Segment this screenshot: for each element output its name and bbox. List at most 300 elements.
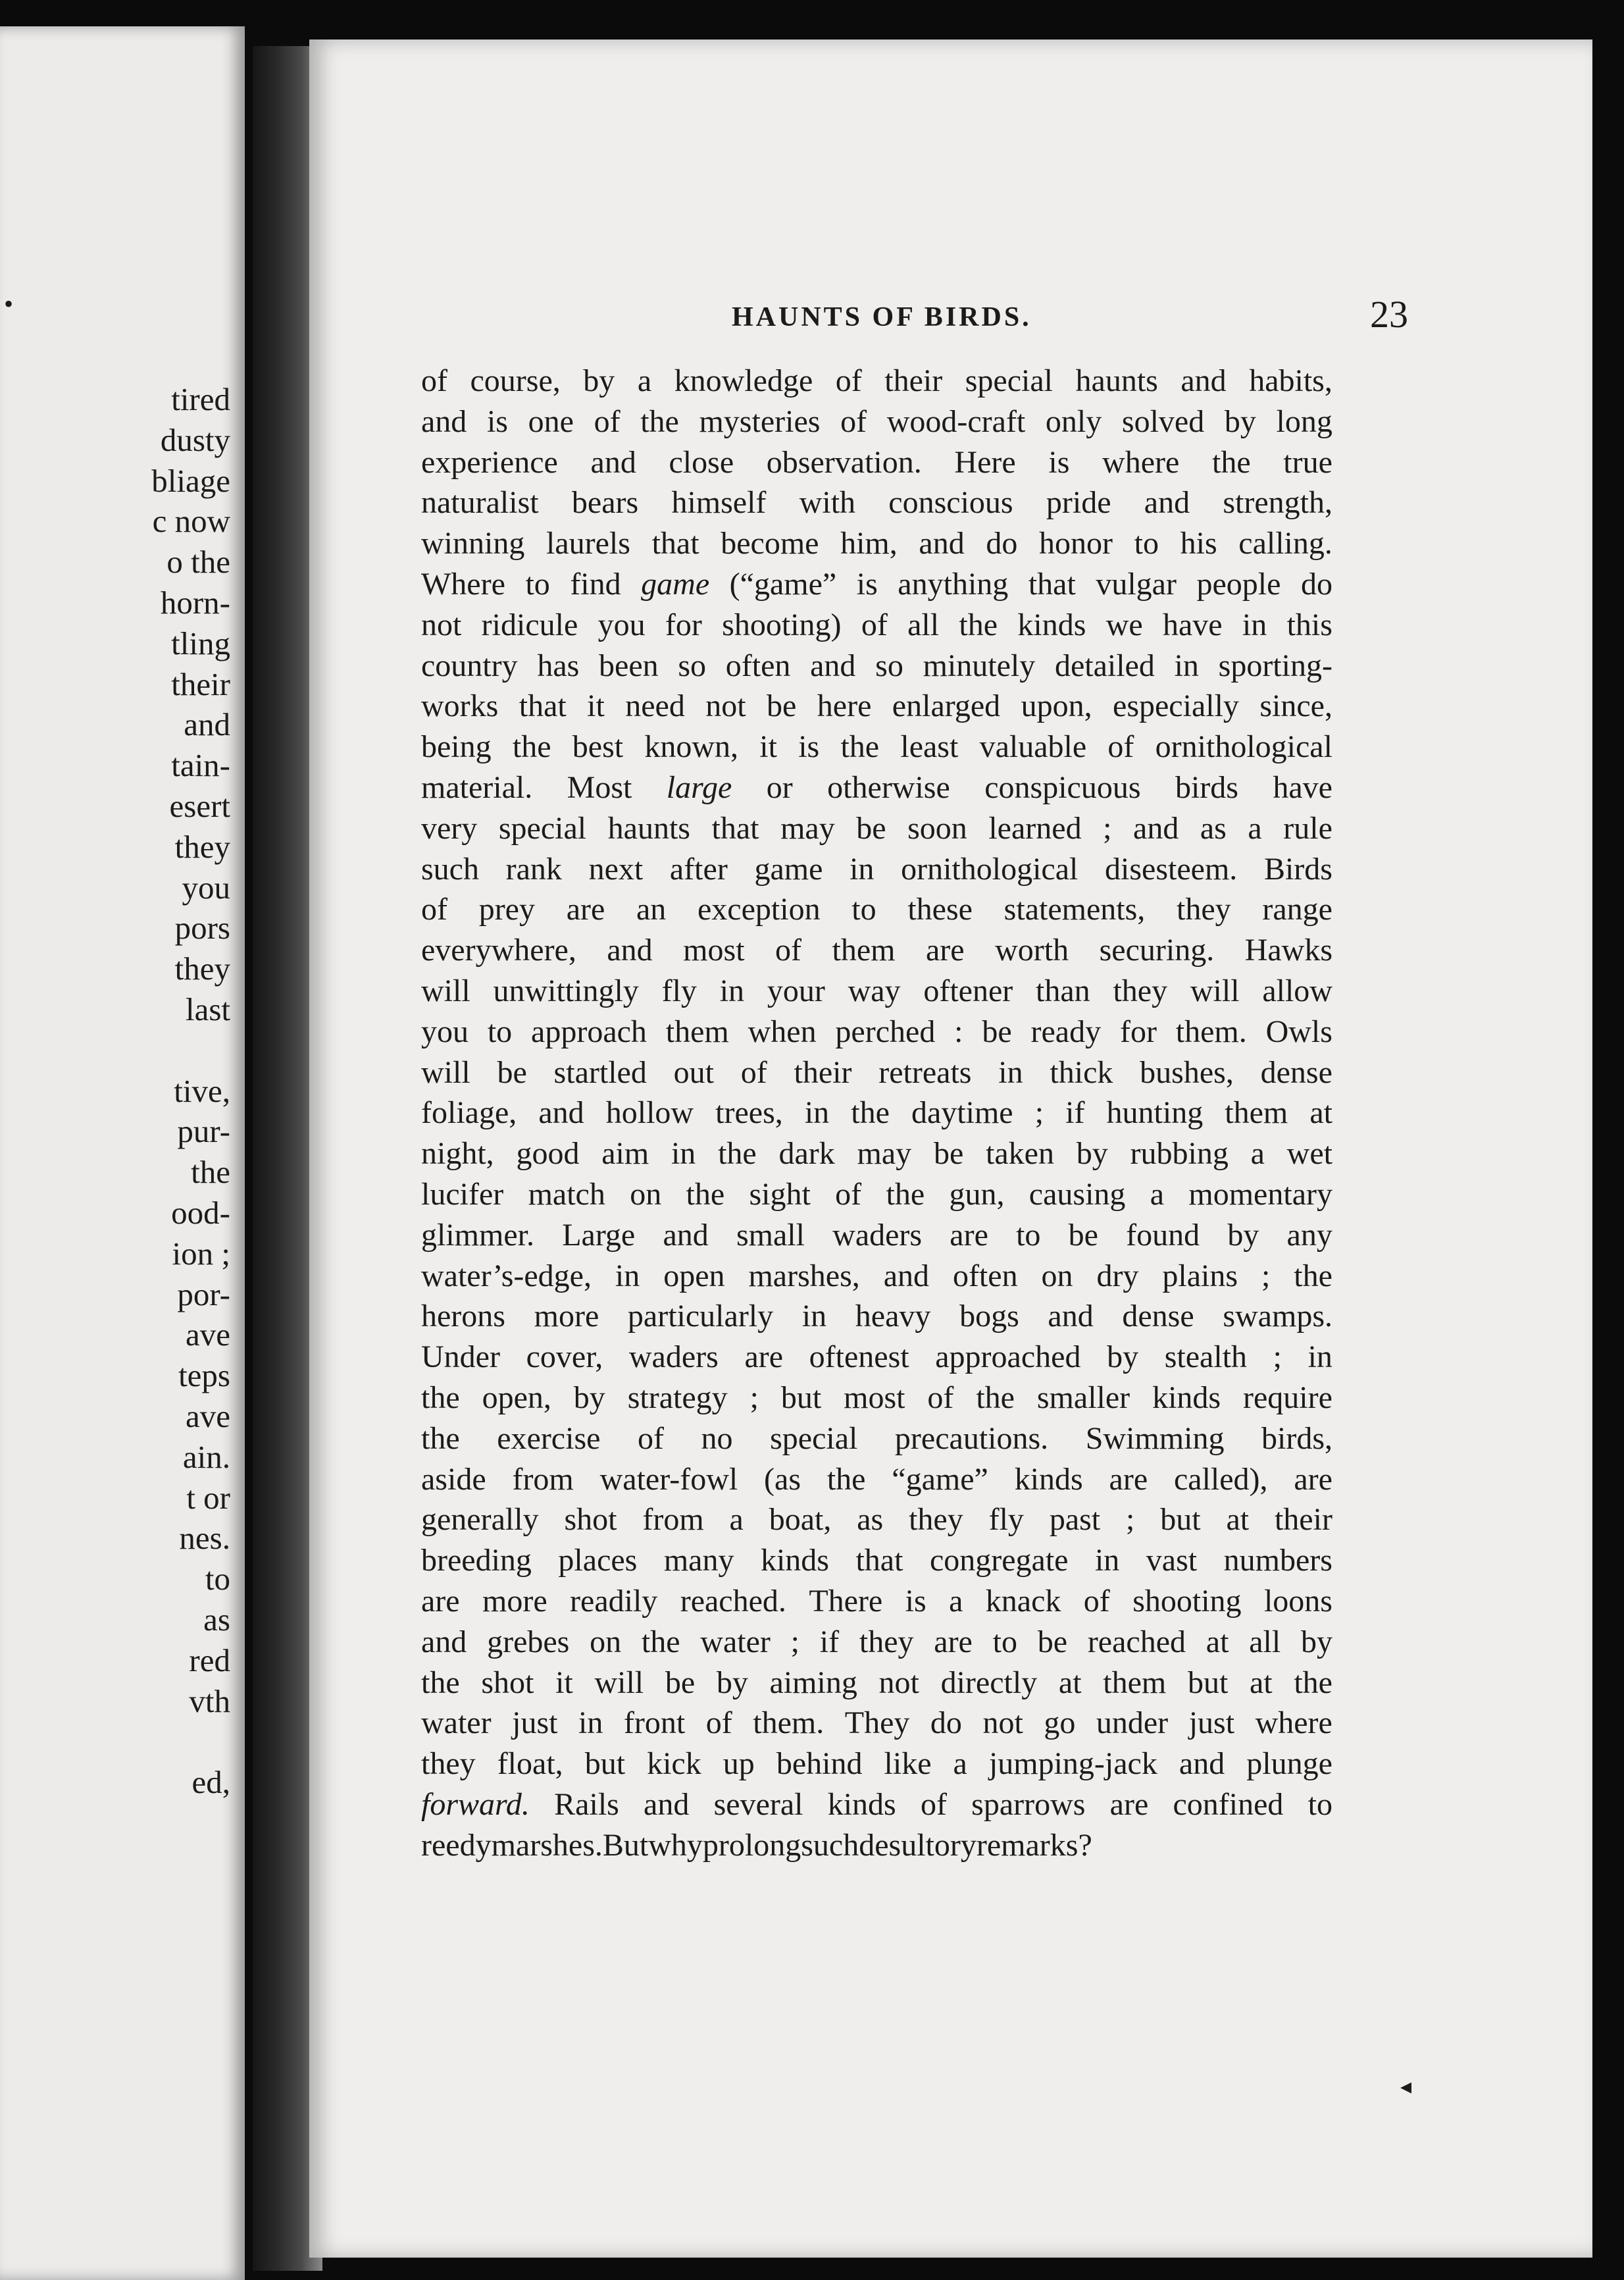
word: next [588, 851, 644, 887]
word: rule [1283, 810, 1332, 846]
word: him, [840, 526, 898, 561]
previous-page-line: pur- [177, 1113, 230, 1150]
word: in [1174, 648, 1199, 683]
word: cover, [526, 1339, 603, 1375]
word: breeding [421, 1543, 532, 1578]
word: special [498, 810, 587, 846]
word: out [673, 1054, 714, 1090]
word: the [826, 1461, 866, 1497]
word: exception [698, 892, 821, 927]
word: do [930, 1705, 962, 1741]
word: that [1028, 566, 1076, 602]
word: honor [1039, 526, 1113, 561]
word: There [809, 1583, 883, 1619]
word: knowledge [674, 363, 813, 398]
word: if [1065, 1095, 1085, 1131]
previous-page-line: o the [166, 544, 230, 581]
word: more [482, 1583, 547, 1619]
word: the [718, 1136, 757, 1172]
word: very [421, 810, 478, 846]
word: water’s-edge, [421, 1258, 592, 1293]
word: gun, [949, 1176, 1005, 1212]
word: to [487, 1014, 513, 1049]
word: prey [478, 892, 535, 927]
word: this [1286, 607, 1332, 642]
word: kinds [760, 1543, 829, 1578]
word: of [421, 892, 447, 927]
word: prolong [702, 1827, 801, 1863]
word: precautions. [894, 1420, 1049, 1456]
word: often [952, 1258, 1018, 1293]
word: in [801, 1299, 827, 1334]
text-line [421, 1784, 1332, 1825]
word: oftener [923, 973, 1013, 1008]
word: of [927, 1380, 954, 1415]
word: such [421, 851, 479, 887]
word: shot [564, 1502, 617, 1538]
text-line [421, 1133, 1332, 1174]
word: wet [1286, 1136, 1332, 1172]
word: of [421, 363, 447, 398]
previous-page-line: as [203, 1601, 230, 1638]
word: heavy [855, 1299, 931, 1334]
previous-page-line: ave [186, 1398, 230, 1434]
word: of [705, 1705, 732, 1741]
word: of [775, 933, 802, 968]
word: haunts [1075, 363, 1158, 398]
word: ; [1126, 1502, 1135, 1538]
word: minutely [923, 648, 1036, 683]
word: any [1286, 1217, 1332, 1253]
word: in [1307, 1339, 1332, 1375]
word: at [1205, 1624, 1229, 1659]
text-line [421, 1215, 1332, 1256]
word: just [1188, 1705, 1235, 1741]
word: strategy [627, 1380, 728, 1415]
word: bears [571, 485, 639, 521]
text-line [421, 1093, 1332, 1133]
word: to [1134, 526, 1159, 561]
word: of [835, 1176, 862, 1212]
word: open [663, 1258, 725, 1293]
word: confined [1173, 1786, 1284, 1822]
previous-page-line: to [205, 1561, 230, 1597]
word: vulgar [1096, 566, 1177, 602]
word: to [1307, 1786, 1332, 1822]
word: many [663, 1543, 734, 1578]
word: to [525, 566, 550, 602]
text-line [421, 1540, 1332, 1581]
word: kinds [1017, 607, 1086, 642]
word: smaller [1036, 1380, 1130, 1415]
word: known, [644, 729, 739, 765]
word: find [570, 566, 621, 602]
word: Under [421, 1339, 500, 1375]
word: the [886, 1176, 925, 1212]
word: winning [421, 526, 525, 561]
word: no [701, 1420, 733, 1456]
word: ; [1103, 810, 1112, 846]
word: not [982, 1705, 1023, 1741]
word: will [594, 1665, 644, 1700]
text-line [421, 1174, 1332, 1215]
word: oftenest [809, 1339, 909, 1375]
word: enlarged [892, 688, 1001, 724]
word: Here [954, 444, 1016, 480]
word: them [1103, 1665, 1167, 1700]
text-line [421, 1256, 1332, 1297]
word: waders [628, 1339, 719, 1375]
word: and [883, 1258, 929, 1293]
word: the [976, 1380, 1015, 1415]
word: water [700, 1624, 771, 1659]
word: than [1036, 973, 1090, 1008]
text-line [421, 686, 1332, 727]
word: (“game” [729, 566, 837, 602]
text-line [421, 808, 1332, 849]
word: dry [1096, 1258, 1139, 1293]
word: and [421, 403, 467, 439]
word: dense [1260, 1054, 1332, 1090]
word: herons [421, 1299, 505, 1334]
previous-page-line: por- [177, 1276, 230, 1312]
word: only [1045, 403, 1102, 439]
previous-page-line: tive, [174, 1072, 230, 1109]
word: game [641, 566, 710, 602]
word: become [721, 526, 819, 561]
previous-page-line: tling [171, 625, 230, 661]
word: their [1274, 1502, 1332, 1538]
word: do [1300, 566, 1332, 602]
word: rubbing [1130, 1136, 1229, 1172]
word: otherwise [827, 769, 950, 805]
word: directly [940, 1665, 1038, 1700]
word: valuable [979, 729, 1087, 765]
word: by [1300, 1624, 1332, 1659]
text-line [421, 1296, 1332, 1337]
word: their [794, 1054, 852, 1090]
previous-page-line: bliage [151, 462, 230, 499]
word: and [663, 1217, 709, 1253]
word: “game” [892, 1461, 988, 1497]
word: are [1109, 1461, 1148, 1497]
word: and [1179, 1746, 1225, 1782]
word: : [954, 1014, 963, 1049]
word: in [719, 973, 745, 1008]
previous-page-line: teps [178, 1357, 230, 1394]
word: Most [567, 769, 632, 805]
word: the [1294, 1258, 1332, 1293]
word: by [573, 1380, 605, 1415]
text-line [421, 1581, 1332, 1622]
word: observation. [766, 444, 922, 480]
word: (as [764, 1461, 801, 1497]
word: you [597, 607, 646, 642]
word: shot [481, 1665, 534, 1700]
word: habits, [1249, 363, 1332, 398]
word: startled [553, 1054, 647, 1090]
text-line [421, 889, 1332, 930]
word: worth [995, 933, 1069, 968]
word: way [848, 973, 901, 1008]
word: has [537, 648, 580, 683]
word: so [875, 648, 903, 683]
word: are [566, 892, 605, 927]
word: reached [1087, 1624, 1186, 1659]
word: is [798, 729, 820, 765]
word: here [817, 688, 872, 724]
word: sparrows [971, 1786, 1086, 1822]
text-line [421, 564, 1332, 605]
word: birds [1175, 769, 1238, 805]
word: bushes, [1140, 1054, 1234, 1090]
word: most [844, 1380, 905, 1415]
word: the [421, 1420, 460, 1456]
text-line [421, 402, 1332, 442]
word: as [1200, 810, 1227, 846]
word: grebes [487, 1624, 570, 1659]
word: not [421, 607, 462, 642]
word: may [857, 1136, 912, 1172]
word: they [421, 1746, 476, 1782]
word: in [850, 851, 875, 887]
previous-page-line: nes. [179, 1520, 230, 1557]
word: not [878, 1665, 919, 1700]
word: but [780, 1380, 822, 1415]
word: on [1041, 1258, 1073, 1293]
word: of [1107, 729, 1134, 765]
word: an [636, 892, 667, 927]
word: just [512, 1705, 558, 1741]
previous-page-line: tain- [171, 747, 230, 784]
word: them. [753, 1705, 825, 1741]
word: do [986, 526, 1018, 561]
text-line [421, 1012, 1332, 1052]
word: detailed [1054, 648, 1155, 683]
word: experience [421, 444, 558, 480]
word: are [926, 933, 965, 968]
word: marshes, [748, 1258, 860, 1293]
text-line [421, 1378, 1332, 1418]
word: the [1211, 444, 1251, 480]
word: when [748, 1014, 817, 1049]
word: They [844, 1705, 910, 1741]
word: causing [1028, 1176, 1126, 1212]
word: sight [749, 1176, 811, 1212]
word: that [711, 810, 759, 846]
word: at [1226, 1502, 1250, 1538]
word: himself [671, 485, 767, 521]
word: long [1276, 403, 1332, 439]
word: conspicuous [984, 769, 1141, 805]
word: the [640, 403, 679, 439]
word: and [1144, 485, 1190, 521]
word: plunge [1246, 1746, 1332, 1782]
word: kinds [827, 1786, 896, 1822]
word: and [590, 444, 636, 480]
word: one [528, 403, 574, 439]
word: strength, [1223, 485, 1332, 521]
word: kinds [1152, 1380, 1221, 1415]
word: taken [986, 1136, 1054, 1172]
word: unwittingly [493, 973, 639, 1008]
word: to [992, 1624, 1017, 1659]
previous-page-line: you [182, 869, 230, 906]
word: are [1294, 1461, 1332, 1497]
word: good [516, 1136, 580, 1172]
word: and [421, 1624, 467, 1659]
word: and [607, 933, 653, 968]
word: be [665, 1665, 696, 1700]
previous-page-line: red [189, 1642, 230, 1678]
word: kick [647, 1746, 701, 1782]
word: several [713, 1786, 803, 1822]
word: foliage, [421, 1095, 517, 1131]
word: is [1048, 444, 1070, 480]
word: especially [1113, 688, 1239, 724]
previous-page-line: ion ; [172, 1235, 230, 1272]
word: being [421, 729, 492, 765]
word: shooting [1132, 1583, 1242, 1619]
word: perched [835, 1014, 936, 1049]
word: night, [421, 1136, 494, 1172]
word: is [856, 566, 878, 602]
word: them [1225, 1095, 1288, 1131]
word: vast [1146, 1543, 1198, 1578]
word: a [1248, 810, 1262, 846]
word: reedy [421, 1827, 492, 1863]
word: more [534, 1299, 599, 1334]
word: statements, [1003, 892, 1146, 927]
word: conscious [888, 485, 1013, 521]
text-line [421, 1663, 1332, 1703]
word: in [1242, 607, 1267, 642]
word: the [421, 1380, 460, 1415]
word: them [832, 933, 896, 968]
word: marshes. [491, 1827, 603, 1863]
previous-page-line: they [174, 950, 230, 987]
word: and [1133, 810, 1179, 846]
text-line [421, 727, 1332, 767]
previous-page-line: ood- [171, 1195, 230, 1231]
word: anything [898, 566, 1009, 602]
word: haunts [607, 810, 690, 846]
word: at [1309, 1095, 1332, 1131]
word: special [770, 1420, 858, 1456]
word: for [1119, 1014, 1157, 1049]
word: glimmer. [421, 1217, 534, 1253]
word: after [669, 851, 728, 887]
word: need [625, 688, 685, 724]
word: be [1068, 1217, 1098, 1253]
word: Where [421, 566, 505, 602]
word: allow [1262, 973, 1332, 1008]
word: are [1109, 1786, 1149, 1822]
word: where [1102, 444, 1180, 480]
word: all [1249, 1624, 1281, 1659]
word: retreats [878, 1054, 972, 1090]
word: ridicule [481, 607, 578, 642]
word: to [1016, 1217, 1041, 1253]
word: remarks? [976, 1827, 1092, 1863]
word: ; [749, 1380, 759, 1415]
word: water [421, 1705, 492, 1741]
previous-page-line: and [184, 706, 230, 743]
word: by [583, 363, 615, 398]
word: trees, [715, 1095, 783, 1131]
word: a [637, 363, 652, 398]
word: for [665, 607, 702, 642]
previous-page-line: vth [189, 1682, 230, 1719]
word: on [590, 1624, 622, 1659]
word: they [1177, 892, 1231, 927]
word: in [1094, 1543, 1120, 1578]
word: with [799, 485, 856, 521]
word: of [835, 363, 862, 398]
word: ; [790, 1624, 799, 1659]
word: have [1273, 769, 1332, 805]
word: material. [421, 769, 533, 805]
previous-page-line: dusty [160, 421, 230, 458]
word: be [982, 1014, 1012, 1049]
word: a [949, 1583, 963, 1619]
text-line [421, 930, 1332, 971]
previous-page-line: ed, [191, 1764, 230, 1801]
word: behind [776, 1746, 863, 1782]
word: dense [1122, 1299, 1194, 1334]
word: fly [988, 1502, 1024, 1538]
word: small [736, 1217, 805, 1253]
word: country [421, 648, 518, 683]
word: true [1283, 444, 1332, 480]
word: and [1180, 363, 1227, 398]
word: hunting [1106, 1095, 1204, 1131]
word: since, [1259, 688, 1332, 724]
word: in [671, 1136, 696, 1172]
word: loons [1263, 1583, 1332, 1619]
body-text [421, 361, 1332, 1865]
word: laurels [546, 526, 630, 561]
word: wood-craft [886, 403, 1026, 439]
previous-page-line: ain. [182, 1438, 230, 1475]
word: range [1262, 892, 1332, 927]
text-line [421, 1622, 1332, 1663]
word: but [1187, 1665, 1229, 1700]
word: are [744, 1339, 784, 1375]
word: places [558, 1543, 638, 1578]
previous-page-line: ave [186, 1316, 230, 1353]
word: ; [1273, 1339, 1282, 1375]
text-line [421, 1459, 1332, 1500]
word: of [840, 403, 867, 439]
text-line [421, 646, 1332, 687]
page-number: 23 [1370, 293, 1408, 336]
word: Rails [554, 1786, 619, 1822]
word: we [1105, 607, 1143, 642]
word: Birds [1263, 851, 1332, 887]
stray-mark: ◂ [1400, 2075, 1412, 2099]
word: may [780, 810, 835, 846]
text-line [421, 1744, 1332, 1784]
word: ; [1261, 1258, 1271, 1293]
word: their [884, 363, 943, 398]
word: but [1160, 1502, 1201, 1538]
word: ; [1034, 1095, 1044, 1131]
word: But [602, 1827, 649, 1863]
word: like [884, 1746, 932, 1782]
word: so [678, 648, 707, 683]
word: the [1294, 1665, 1332, 1700]
